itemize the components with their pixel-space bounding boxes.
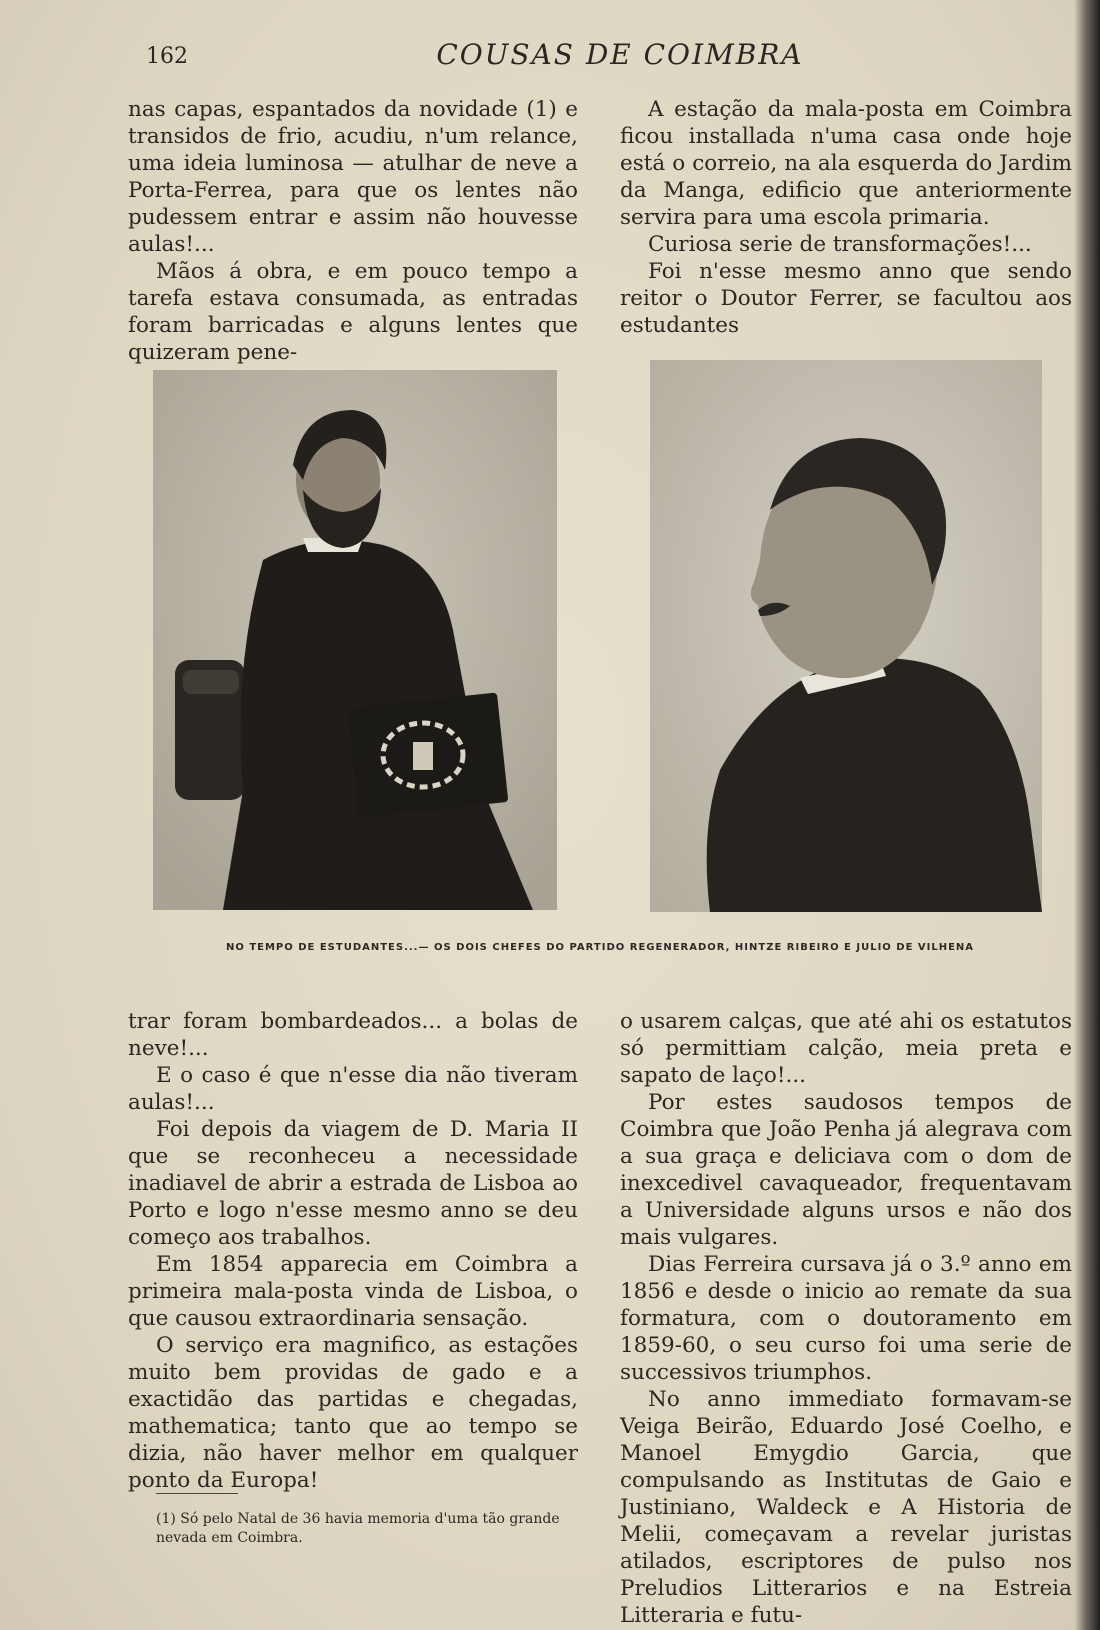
paragraph: No anno immediato formavam-se Veiga Beirão, Eduardo José Coelho, e Manoel Emygdio Garcia, que compulsando as Institutas de Gaio e Justiniano, Waldeck e A Historia de Melii, começavam a revelar juristas atilados, escriptores de pulso nos Preludios Litterarios e na Estreia Litteraria e futu- [620,1387,1072,1628]
paragraph: Foi n'esse mesmo anno que sendo reitor o Doutor Ferrer, se facultou aos estudantes [620,259,1072,338]
figure-caption: NO TEMPO DE ESTUDANTES...— OS DOIS CHEFES DO PARTIDO REGENERADOR, HINTZE RIBEIRO E JULIO DE VILHENA [225,942,975,953]
upper-left-column [128,96,578,366]
paragraph: nas capas, espantados da novidade (1) e transidos de frio, acudiu, n'um relance, uma ideia luminosa — atulhar de neve a Porta-Ferrea, para que os lentes não pudessem entrar e assim não houvesse aulas!... [128,97,578,257]
book-gutter-shadow [1074,0,1100,1630]
paragraph: Por estes saudosos tempos de Coimbra que João Penha já alegrava com a sua graça e deliciava com o dom de inexcedivel cavaqueador, frequentavam a Universidade alguns ursos e não dos mais vulgares. [620,1090,1072,1250]
paragraph: Foi depois da viagem de D. Maria II que se reconheceu a necessidade inadiavel de abrir a estrada de Lisboa ao Porto e logo n'esse mesmo anno se deu começo aos trabalhos. [128,1117,578,1250]
lower-left-column [128,1008,578,1494]
paragraph: Dias Ferreira cursava já o 3.º anno em 1856 e desde o inicio ao remate da sua formatura, com o doutoramento em 1859-60, o seu curso foi uma serie de successivos triumphos. [620,1252,1072,1385]
paragraph: A estação da mala-posta em Coimbra ficou installada n'uma casa onde hoje está o correio, na ala esquerda do Jardim da Manga, edificio que anteriormente servira para uma escola primaria. [620,97,1072,230]
portrait-photo-profile [650,360,1042,912]
upper-right-column [620,96,1072,339]
paragraph: Mãos á obra, e em pouco tempo a tarefa estava consumada, as entradas foram barricadas e alguns lentes que quizeram pene- [128,259,578,365]
paragraph: O serviço era magnifico, as estações muito bem providas de gado e a exactidão das partidas e chegadas, mathematica; tanto que ao tempo se dizia, não haver melhor em qualquer ponto da Europa! [128,1333,578,1493]
lower-right-column [620,1008,1072,1629]
footnote: (1) Só pelo Natal de 36 havia memoria d'uma tão grande nevada em Coimbra. [156,1511,560,1546]
footnote-divider [156,1493,238,1494]
page-number: 162 [146,44,188,69]
paragraph: trar foram bombardeados... a bolas de neve!... [128,1009,578,1061]
paragraph: o usarem calças, que até ahi os estatutos só permittiam calção, meia preta e sapato de laço!... [620,1009,1072,1088]
portrait-photo-seated [153,370,557,910]
running-title: COUSAS DE COIMBRA [436,38,804,71]
paragraph: Em 1854 apparecia em Coimbra a primeira mala-posta vinda de Lisboa, o que causou extraordinaria sensação. [128,1252,578,1331]
paragraph: E o caso é que n'esse dia não tiveram aulas!... [128,1063,578,1115]
paragraph: Curiosa serie de transformações!... [648,232,1032,257]
